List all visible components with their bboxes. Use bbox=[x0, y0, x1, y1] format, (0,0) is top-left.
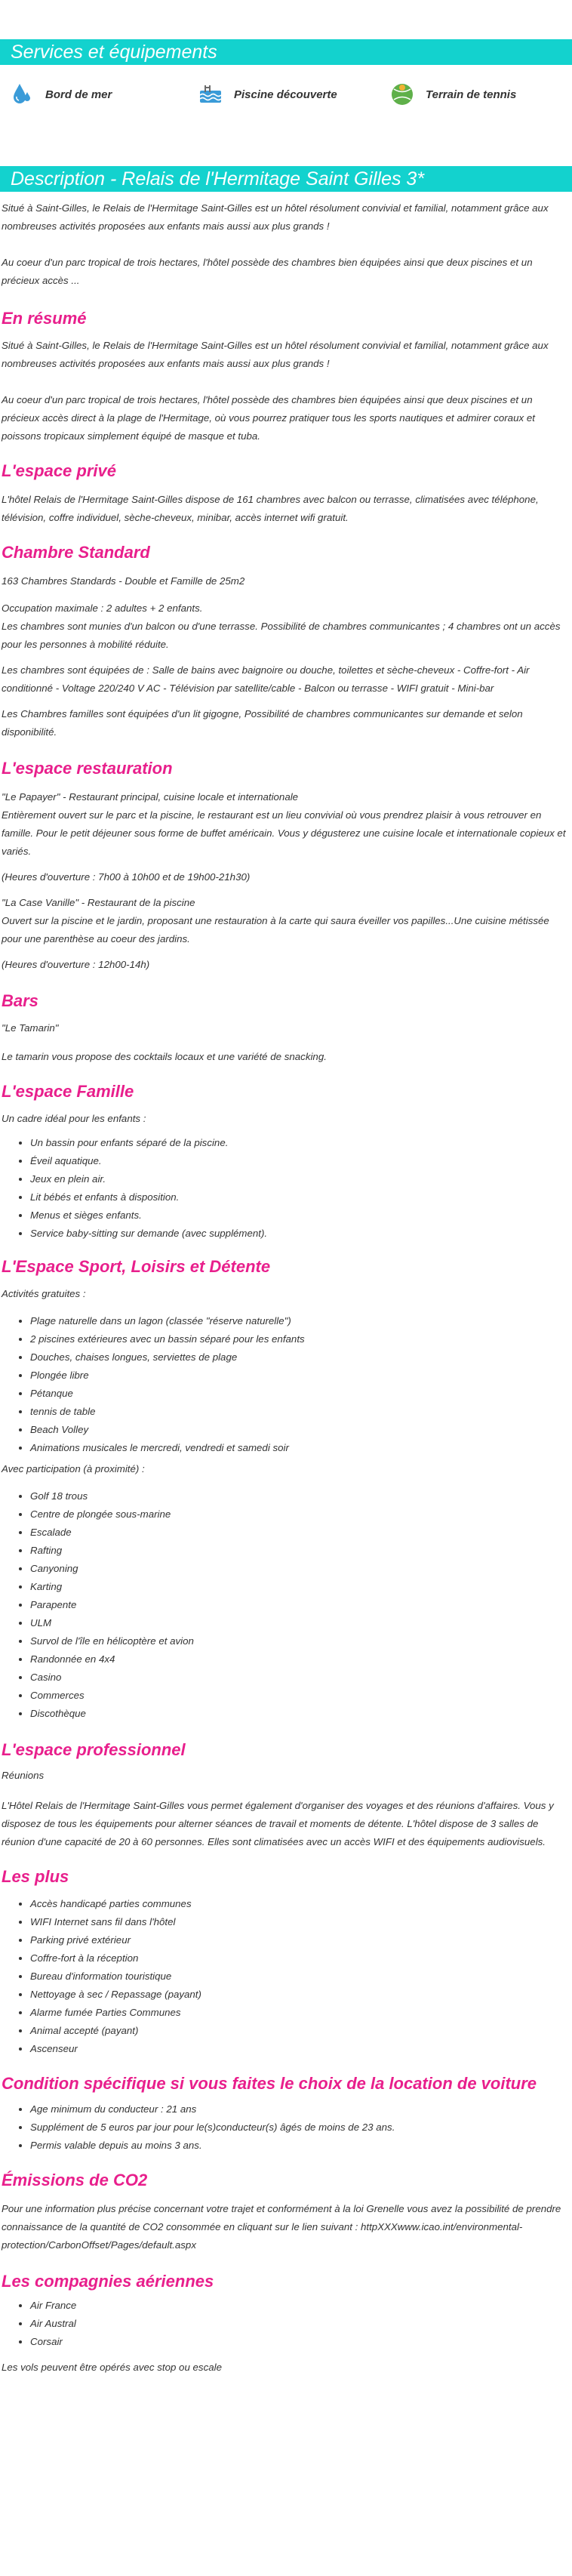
section-heading-bars: Bars bbox=[2, 991, 38, 1010]
list-item: • Ascenseur bbox=[30, 2040, 570, 2058]
plus-list bbox=[2, 1895, 570, 2058]
list-item: • Escalade bbox=[30, 1524, 570, 1542]
list-item: • Casino bbox=[30, 1669, 570, 1687]
page bbox=[0, 39, 572, 2377]
list-item: • Menus et sièges enfants. bbox=[30, 1206, 570, 1225]
list-item: • Un bassin pour enfants séparé de la piscine. bbox=[30, 1134, 570, 1152]
list-item: • Jeux en plein air. bbox=[30, 1170, 570, 1188]
service-label: Piscine découverte bbox=[234, 88, 337, 101]
service-label: Terrain de tennis bbox=[426, 88, 517, 101]
list-item: • Commerces bbox=[30, 1687, 570, 1705]
bar-name: "Le Tamarin" bbox=[2, 1022, 59, 1034]
sport-free-list bbox=[2, 1312, 570, 1457]
service-item-tennis bbox=[389, 82, 516, 107]
restaurant-hours: (Heures d'ouverture : 12h00-14h) bbox=[2, 959, 150, 970]
pro-subtitle: Réunions bbox=[2, 1770, 45, 1781]
description-paragraph: Situé à Saint-Gilles, le Relais de l'Hermitage Saint-Gilles est un hôtel résolument convivial et familial, notamment grâce aux nombreuses activités proposées aux enfants mais aussi aux plus grands ! bbox=[2, 202, 549, 232]
chambre-occupation: Occupation maximale : 2 adultes + 2 enfants. bbox=[2, 602, 203, 614]
list-item: • Corsair bbox=[30, 2333, 570, 2351]
bar-description: Le tamarin vous propose des cocktails locaux et une variété de snacking. bbox=[2, 1051, 327, 1062]
list-item: • Golf 18 trous bbox=[30, 1487, 570, 1505]
list-item: • Parking privé extérieur bbox=[30, 1931, 570, 1949]
list-item: • Discothèque bbox=[30, 1705, 570, 1723]
description-title-bar bbox=[0, 166, 572, 192]
tennis-court-icon bbox=[389, 82, 415, 107]
list-item: • Éveil aquatique. bbox=[30, 1152, 570, 1170]
co2-paragraph: Pour une information plus précise concernant votre trajet et conformément à la loi Grenelle vous avez la possibilité de prendre connaissance de la quantité de CO2 consommée en cliquant sur le lien suivant : httpXXXwww.icao.int/environmental-protection/CarbonOffset/Pages/default.aspx bbox=[2, 2203, 561, 2251]
description-title: Description - Relais de l'Hermitage Saint Gilles 3* bbox=[11, 168, 425, 190]
compagnies-note: Les vols peuvent être opérés avec stop ou escale bbox=[2, 2362, 222, 2373]
section-heading-chambre: Chambre Standard bbox=[2, 543, 150, 562]
section-heading-plus: Les plus bbox=[2, 1867, 69, 1886]
list-item: • tennis de table bbox=[30, 1403, 570, 1421]
list-item: • Randonnée en 4x4 bbox=[30, 1650, 570, 1669]
list-item: • ULM bbox=[30, 1614, 570, 1632]
sport-intro-paid: Avec participation (à proximité) : bbox=[2, 1463, 145, 1474]
list-item: • Survol de l'île en hélicoptère et avion bbox=[30, 1632, 570, 1650]
services-title-bar bbox=[0, 39, 572, 65]
list-item: • Air Austral bbox=[30, 2315, 570, 2333]
restaurant-name: "Le Papayer" - Restaurant principal, cuisine locale et internationale bbox=[2, 791, 299, 803]
prive-paragraph: L'hôtel Relais de l'Hermitage Saint-Gilles dispose de 161 chambres avec balcon ou terrasse, climatisées avec téléphone, télévision, coffre individuel, sèche-cheveux, minibar, accès internet wifi gratuit. bbox=[2, 494, 539, 523]
section-heading-co2: Émissions de CO2 bbox=[2, 2171, 148, 2189]
restaurant-description: Ouvert sur la piscine et le jardin, proposant une restauration à la carte qui saura éveiller vos papilles...Une cuisine métissée pour une parenthèse au coeur des jardins. bbox=[2, 915, 549, 944]
service-item-bord-de-mer bbox=[9, 82, 112, 107]
list-item: • 2 piscines extérieures avec un bassin séparé pour les enfants bbox=[30, 1330, 570, 1348]
list-item: • Age minimum du conducteur : 21 ans bbox=[30, 2100, 570, 2118]
restaurant-hours: (Heures d'ouverture : 7h00 à 10h00 et de 19h00-21h30) bbox=[2, 871, 251, 883]
list-item: • Plage naturelle dans un lagon (classée "réserve naturelle") bbox=[30, 1312, 570, 1330]
restaurant-name: "La Case Vanille" - Restaurant de la piscine bbox=[2, 897, 195, 908]
list-item: • Bureau d'information touristique bbox=[30, 1967, 570, 1986]
service-label: Bord de mer bbox=[45, 88, 112, 101]
list-item: • WIFI Internet sans fil dans l'hôtel bbox=[30, 1913, 570, 1931]
list-item: • Coffre-fort à la réception bbox=[30, 1949, 570, 1967]
list-item: • Canyoning bbox=[30, 1560, 570, 1578]
chambre-paragraph: Les chambres sont munies d'un balcon ou d'une terrasse. Possibilité de chambres communicantes ; 4 chambres ont un accès pour les personnes à mobilité réduite. bbox=[2, 621, 561, 650]
list-item: • Beach Volley bbox=[30, 1421, 570, 1439]
list-item: • Alarme fumée Parties Communes bbox=[30, 2004, 570, 2022]
list-item: • Permis valable depuis au moins 3 ans. bbox=[30, 2137, 570, 2155]
section-heading-restauration: L'espace restauration bbox=[2, 759, 173, 778]
list-item: • Service baby-sitting sur demande (avec supplément). bbox=[30, 1225, 570, 1243]
description-paragraph: Au coeur d'un parc tropical de trois hectares, l'hôtel possède des chambres bien équipées ainsi que deux piscines et un précieux accès ... bbox=[2, 257, 533, 286]
pro-paragraph: L'Hôtel Relais de l'Hermitage Saint-Gilles vous permet également d'organiser des voyages et des réunions d'affaires. Vous y disposez de tous les équipements pour alterner séances de travail et moments de détente. L'hôtel dispose de 3 salles de réunion d'une capacité de 20 à 60 personnes. Elles sont climatisées avec un accès WIFI et des équipements audiovisuels. bbox=[2, 1800, 554, 1847]
services-list bbox=[0, 77, 572, 122]
list-item: • Douches, chaises longues, serviettes de plage bbox=[30, 1348, 570, 1367]
list-item: • Rafting bbox=[30, 1542, 570, 1560]
water-drop-icon bbox=[9, 82, 35, 107]
voiture-list bbox=[2, 2100, 570, 2155]
service-item-piscine bbox=[198, 82, 337, 107]
list-item: • Lit bébés et enfants à disposition. bbox=[30, 1188, 570, 1206]
list-item: • Supplément de 5 euros par jour pour le(s)conducteur(s) âgés de moins de 23 ans. bbox=[30, 2118, 570, 2137]
famille-list bbox=[2, 1134, 570, 1243]
chambre-paragraph: Les Chambres familles sont équipées d'un lit gigogne, Possibilité de chambres communicantes sur demande et selon disponibilité. bbox=[2, 708, 523, 738]
section-heading-pro: L'espace professionnel bbox=[2, 1740, 186, 1759]
section-heading-compagnies: Les compagnies aériennes bbox=[2, 2272, 214, 2291]
restaurant-description: Entièrement ouvert sur le parc et la piscine, le restaurant est un lieu convivial où vous prendrez plaisir à vous retrouver en famille. Pour le petit déjeuner sous forme de buffet américain. Vous y dégusterez une cuisine locale et internationale copieux et variés. bbox=[2, 809, 566, 857]
sport-paid-list bbox=[2, 1487, 570, 1723]
resume-paragraph: Au coeur d'un parc tropical de trois hectares, l'hôtel possède des chambres bien équipées ainsi que deux piscines et un précieux accès direct à la plage de l'Hermitage, où vous pourrez pratiquer tous les sports nautiques et admirer coraux et poissons tropicaux simplement équipé de masque et tuba. bbox=[2, 394, 535, 442]
swimming-pool-icon bbox=[198, 82, 223, 107]
services-title: Services et équipements bbox=[11, 42, 217, 63]
list-item: • Animal accepté (payant) bbox=[30, 2022, 570, 2040]
list-item: • Centre de plongée sous-marine bbox=[30, 1505, 570, 1524]
chambre-paragraph: Les chambres sont équipées de : Salle de bains avec baignoire ou douche, toilettes et sèche-cheveux - Coffre-fort - Air conditionné - Voltage 220/240 V AC - Télévision par satellite/cable - Balcon ou terrasse - WIFI gratuit - Mini-bar bbox=[2, 664, 530, 694]
chambre-paragraph: 163 Chambres Standards - Double et Famille de 25m2 bbox=[2, 575, 245, 587]
list-item: • Nettoyage à sec / Repassage (payant) bbox=[30, 1986, 570, 2004]
list-item: • Pétanque bbox=[30, 1385, 570, 1403]
section-heading-resume: En résumé bbox=[2, 309, 87, 328]
famille-intro: Un cadre idéal pour les enfants : bbox=[2, 1113, 146, 1124]
list-item: • Accès handicapé parties communes bbox=[30, 1895, 570, 1913]
sport-intro-free: Activités gratuites : bbox=[2, 1288, 86, 1299]
section-heading-voiture: Condition spécifique si vous faites le choix de la location de voiture bbox=[2, 2074, 537, 2093]
description-content bbox=[0, 199, 572, 2377]
list-item: • Plongée libre bbox=[30, 1367, 570, 1385]
compagnies-list bbox=[2, 2297, 570, 2351]
section-heading-famille: L'espace Famille bbox=[2, 1082, 134, 1101]
list-item: • Karting bbox=[30, 1578, 570, 1596]
list-item: • Parapente bbox=[30, 1596, 570, 1614]
section-heading-prive: L'espace privé bbox=[2, 461, 116, 480]
section-heading-sport: L'Espace Sport, Loisirs et Détente bbox=[2, 1257, 271, 1276]
list-item: • Air France bbox=[30, 2297, 570, 2315]
resume-paragraph: Situé à Saint-Gilles, le Relais de l'Hermitage Saint-Gilles est un hôtel résolument convivial et familial, notamment grâce aux nombreuses activités proposées aux enfants mais aussi aux plus grands ! bbox=[2, 340, 549, 369]
list-item: • Animations musicales le mercredi, vendredi et samedi soir bbox=[30, 1439, 570, 1457]
